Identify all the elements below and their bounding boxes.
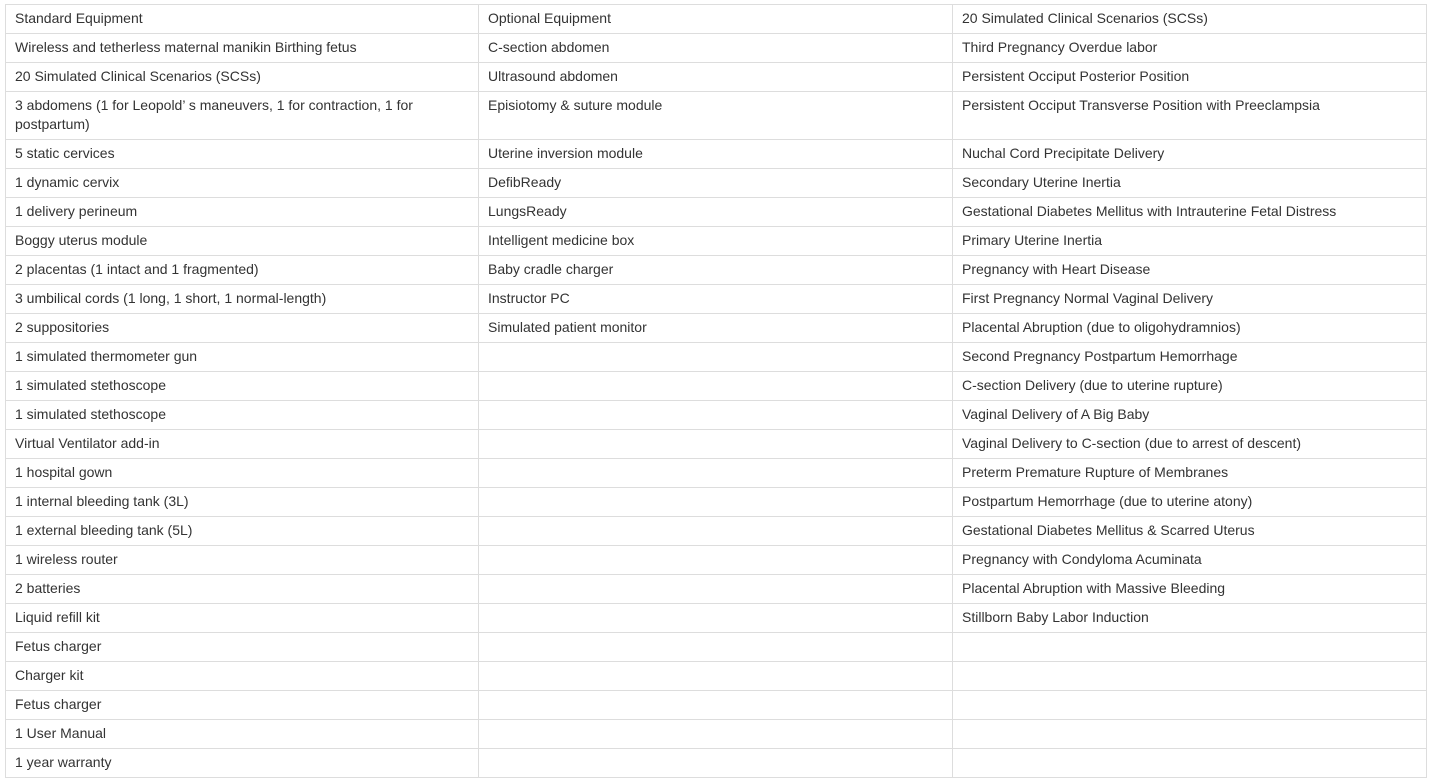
clinical-scenario-cell: C-section Delivery (due to uterine rupture) bbox=[953, 372, 1427, 401]
clinical-scenario-cell: Nuchal Cord Precipitate Delivery bbox=[953, 140, 1427, 169]
clinical-scenario-cell: Third Pregnancy Overdue labor bbox=[953, 34, 1427, 63]
table-row bbox=[6, 401, 1427, 430]
optional-equipment-cell: C-section abdomen bbox=[479, 34, 953, 63]
standard-equipment-cell: 3 umbilical cords (1 long, 1 short, 1 normal-length) bbox=[6, 285, 479, 314]
optional-equipment-cell: Simulated patient monitor bbox=[479, 314, 953, 343]
clinical-scenario-cell: Placental Abruption with Massive Bleeding bbox=[953, 575, 1427, 604]
standard-equipment-cell: Fetus charger bbox=[6, 691, 479, 720]
table-row bbox=[6, 604, 1427, 633]
table-row bbox=[6, 140, 1427, 169]
clinical-scenario-cell bbox=[953, 691, 1427, 720]
clinical-scenario-cell: Placental Abruption (due to oligohydramnios) bbox=[953, 314, 1427, 343]
clinical-scenario-cell: Stillborn Baby Labor Induction bbox=[953, 604, 1427, 633]
optional-equipment-cell bbox=[479, 517, 953, 546]
table-row bbox=[6, 314, 1427, 343]
table-row bbox=[6, 63, 1427, 92]
table-row bbox=[6, 169, 1427, 198]
clinical-scenario-cell: Primary Uterine Inertia bbox=[953, 227, 1427, 256]
clinical-scenario-cell: Secondary Uterine Inertia bbox=[953, 169, 1427, 198]
table-row bbox=[6, 285, 1427, 314]
header-optional-equipment: Optional Equipment bbox=[479, 5, 953, 34]
table-row bbox=[6, 633, 1427, 662]
optional-equipment-cell bbox=[479, 749, 953, 778]
header-standard-equipment: Standard Equipment bbox=[6, 5, 479, 34]
optional-equipment-cell bbox=[479, 604, 953, 633]
standard-equipment-cell: Charger kit bbox=[6, 662, 479, 691]
optional-equipment-cell bbox=[479, 459, 953, 488]
clinical-scenario-cell bbox=[953, 720, 1427, 749]
standard-equipment-cell: 2 suppositories bbox=[6, 314, 479, 343]
clinical-scenario-cell: Pregnancy with Heart Disease bbox=[953, 256, 1427, 285]
optional-equipment-cell: Intelligent medicine box bbox=[479, 227, 953, 256]
optional-equipment-cell: Instructor PC bbox=[479, 285, 953, 314]
standard-equipment-cell: 1 delivery perineum bbox=[6, 198, 479, 227]
optional-equipment-cell bbox=[479, 372, 953, 401]
clinical-scenario-cell: Pregnancy with Condyloma Acuminata bbox=[953, 546, 1427, 575]
table-row bbox=[6, 227, 1427, 256]
table-row bbox=[6, 372, 1427, 401]
clinical-scenario-cell bbox=[953, 662, 1427, 691]
equipment-table-container bbox=[5, 4, 1427, 778]
clinical-scenario-cell: Gestational Diabetes Mellitus & Scarred Uterus bbox=[953, 517, 1427, 546]
standard-equipment-cell: Boggy uterus module bbox=[6, 227, 479, 256]
standard-equipment-cell: Wireless and tetherless maternal manikin Birthing fetus bbox=[6, 34, 479, 63]
table-row bbox=[6, 691, 1427, 720]
optional-equipment-cell bbox=[479, 343, 953, 372]
clinical-scenario-cell: Postpartum Hemorrhage (due to uterine atony) bbox=[953, 488, 1427, 517]
standard-equipment-cell: Liquid refill kit bbox=[6, 604, 479, 633]
table-row bbox=[6, 720, 1427, 749]
optional-equipment-cell bbox=[479, 430, 953, 459]
clinical-scenario-cell: Persistent Occiput Posterior Position bbox=[953, 63, 1427, 92]
table-row bbox=[6, 459, 1427, 488]
standard-equipment-cell: Fetus charger bbox=[6, 633, 479, 662]
table-row bbox=[6, 517, 1427, 546]
standard-equipment-cell: 1 simulated stethoscope bbox=[6, 401, 479, 430]
optional-equipment-cell bbox=[479, 633, 953, 662]
clinical-scenario-cell: First Pregnancy Normal Vaginal Delivery bbox=[953, 285, 1427, 314]
optional-equipment-cell: Episiotomy & suture module bbox=[479, 92, 953, 140]
optional-equipment-cell bbox=[479, 488, 953, 517]
standard-equipment-cell: 1 external bleeding tank (5L) bbox=[6, 517, 479, 546]
standard-equipment-cell: 2 batteries bbox=[6, 575, 479, 604]
clinical-scenario-cell: Preterm Premature Rupture of Membranes bbox=[953, 459, 1427, 488]
optional-equipment-cell: Ultrasound abdomen bbox=[479, 63, 953, 92]
clinical-scenario-cell: Gestational Diabetes Mellitus with Intrauterine Fetal Distress bbox=[953, 198, 1427, 227]
standard-equipment-cell: 1 simulated thermometer gun bbox=[6, 343, 479, 372]
standard-equipment-cell: 1 User Manual bbox=[6, 720, 479, 749]
table-row bbox=[6, 488, 1427, 517]
table-row bbox=[6, 343, 1427, 372]
standard-equipment-cell: 2 placentas (1 intact and 1 fragmented) bbox=[6, 256, 479, 285]
standard-equipment-cell: Virtual Ventilator add-in bbox=[6, 430, 479, 459]
standard-equipment-cell: 1 hospital gown bbox=[6, 459, 479, 488]
table-row bbox=[6, 575, 1427, 604]
standard-equipment-cell: 1 internal bleeding tank (3L) bbox=[6, 488, 479, 517]
clinical-scenario-cell bbox=[953, 749, 1427, 778]
optional-equipment-cell bbox=[479, 720, 953, 749]
optional-equipment-cell bbox=[479, 662, 953, 691]
standard-equipment-cell: 1 simulated stethoscope bbox=[6, 372, 479, 401]
optional-equipment-cell bbox=[479, 546, 953, 575]
equipment-table bbox=[5, 4, 1427, 778]
table-row bbox=[6, 92, 1427, 140]
optional-equipment-cell bbox=[479, 691, 953, 720]
optional-equipment-cell: Uterine inversion module bbox=[479, 140, 953, 169]
table-row bbox=[6, 256, 1427, 285]
clinical-scenario-cell: Persistent Occiput Transverse Position with Preeclampsia bbox=[953, 92, 1427, 140]
table-row bbox=[6, 198, 1427, 227]
optional-equipment-cell: Baby cradle charger bbox=[479, 256, 953, 285]
standard-equipment-cell: 1 year warranty bbox=[6, 749, 479, 778]
header-clinical-scenarios: 20 Simulated Clinical Scenarios (SCSs) bbox=[953, 5, 1427, 34]
optional-equipment-cell bbox=[479, 575, 953, 604]
standard-equipment-cell: 5 static cervices bbox=[6, 140, 479, 169]
optional-equipment-cell: DefibReady bbox=[479, 169, 953, 198]
equipment-table-body bbox=[6, 5, 1427, 778]
table-row bbox=[6, 662, 1427, 691]
table-header-row bbox=[6, 5, 1427, 34]
table-row bbox=[6, 430, 1427, 459]
standard-equipment-cell: 1 wireless router bbox=[6, 546, 479, 575]
standard-equipment-cell: 20 Simulated Clinical Scenarios (SCSs) bbox=[6, 63, 479, 92]
standard-equipment-cell: 3 abdomens (1 for Leopold’ s maneuvers, 1 for contraction, 1 for postpartum) bbox=[6, 92, 479, 140]
optional-equipment-cell: LungsReady bbox=[479, 198, 953, 227]
clinical-scenario-cell bbox=[953, 633, 1427, 662]
optional-equipment-cell bbox=[479, 401, 953, 430]
clinical-scenario-cell: Vaginal Delivery of A Big Baby bbox=[953, 401, 1427, 430]
table-row bbox=[6, 546, 1427, 575]
clinical-scenario-cell: Vaginal Delivery to C-section (due to arrest of descent) bbox=[953, 430, 1427, 459]
clinical-scenario-cell: Second Pregnancy Postpartum Hemorrhage bbox=[953, 343, 1427, 372]
table-row bbox=[6, 34, 1427, 63]
standard-equipment-cell: 1 dynamic cervix bbox=[6, 169, 479, 198]
table-row bbox=[6, 749, 1427, 778]
